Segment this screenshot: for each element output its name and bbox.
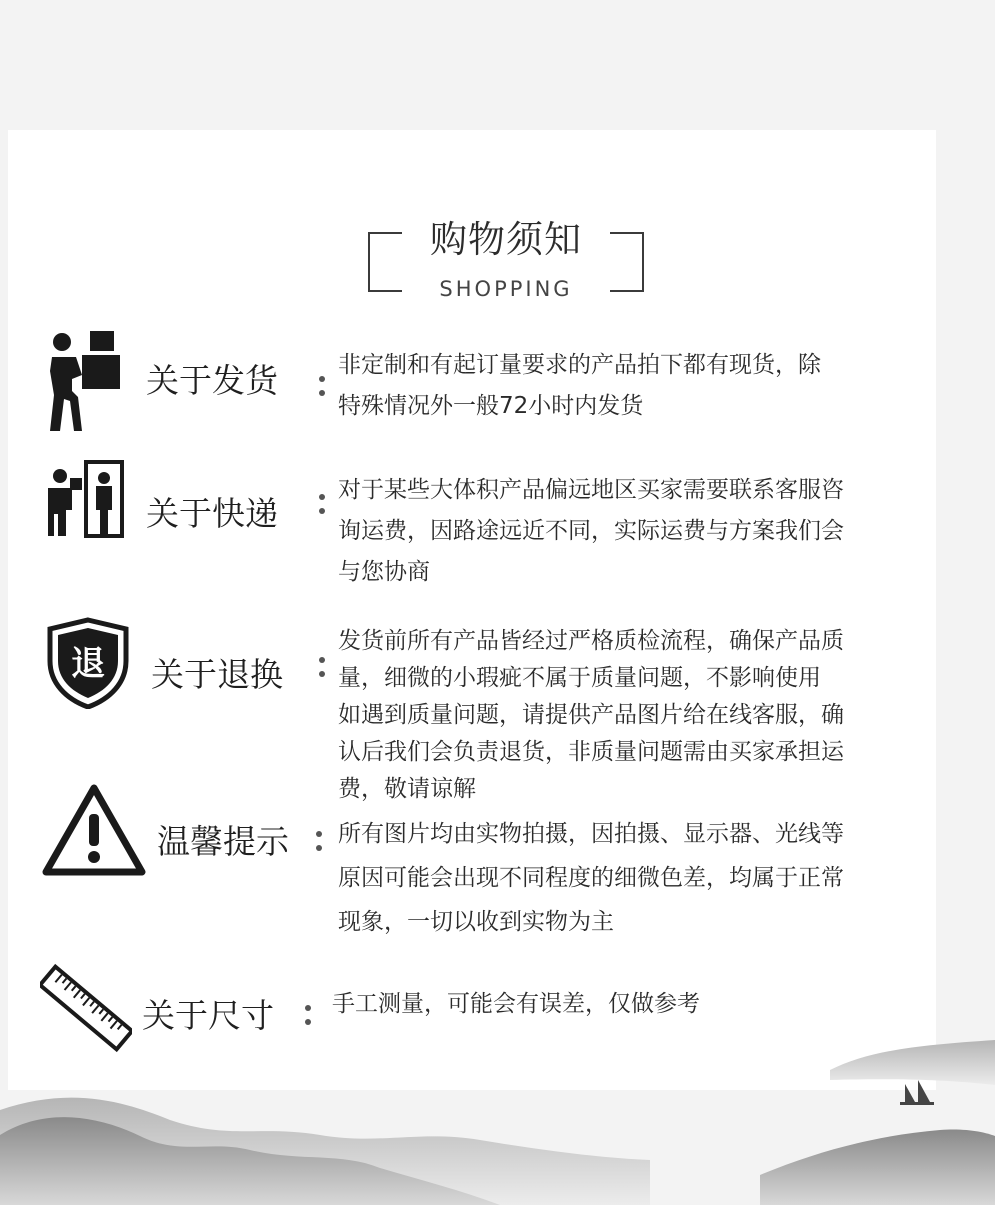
return-badge-text: 退 — [71, 644, 105, 684]
text-line: 量，细微的小瑕疵不属于质量问题，不影响使用 — [338, 665, 821, 691]
section-text — [338, 345, 938, 427]
text-line: 特殊情况外一般72小时内发货 — [338, 393, 644, 419]
section-label: 关于退换 — [151, 655, 283, 694]
colon-separator — [319, 494, 326, 522]
page-subtitle: SHOPPING — [414, 276, 598, 302]
text-line: 手工测量，可能会有误差，仅做参考 — [332, 991, 700, 1017]
text-line: 如遇到质量问题，请提供产品图片给在线客服，确 — [338, 702, 844, 728]
colon-separator — [319, 657, 326, 685]
delivery-person-icon — [44, 327, 124, 435]
section-text — [332, 984, 932, 1025]
colon-separator — [319, 376, 326, 404]
text-line: 对于某些大体积产品偏远地区买家需要联系客服咨 — [338, 477, 844, 503]
text-line: 询运费，因路途远近不同，实际运费与方案我们会 — [338, 518, 844, 544]
colon-separator — [305, 1005, 312, 1033]
page-title: 购物须知 — [414, 218, 598, 262]
left-bracket — [368, 232, 402, 292]
section-text — [338, 812, 938, 944]
text-line: 发货前所有产品皆经过严格质检流程，确保产品质 — [338, 628, 844, 654]
section-label: 温馨提示 — [157, 822, 289, 861]
colon-separator — [316, 831, 323, 859]
warning-triangle-icon — [40, 782, 148, 878]
courier-door-icon — [44, 460, 126, 540]
text-line: 认后我们会负责退货，非质量问题需由买家承担运 — [338, 739, 844, 765]
text-line: 费，敬请谅解 — [338, 776, 476, 802]
section-label: 关于发货 — [146, 361, 278, 400]
section-text — [338, 623, 938, 808]
sailboat-decoration — [900, 1080, 934, 1105]
section-text — [338, 470, 938, 593]
return-shield-icon — [46, 617, 130, 709]
text-line: 与您协商 — [338, 559, 430, 585]
section-label: 关于尺寸 — [142, 996, 274, 1035]
text-line: 所有图片均由实物拍摄，因拍摄、显示器、光线等 — [338, 821, 844, 847]
text-line: 原因可能会出现不同程度的细微色差，均属于正常 — [338, 865, 844, 891]
title-block — [368, 218, 644, 300]
text-line: 现象，一切以收到实物为主 — [338, 909, 614, 935]
section-label: 关于快递 — [146, 494, 278, 533]
mountain-landscape-decoration — [0, 1040, 995, 1205]
right-bracket — [610, 232, 644, 292]
text-line: 非定制和有起订量要求的产品拍下都有现货，除 — [338, 352, 821, 378]
